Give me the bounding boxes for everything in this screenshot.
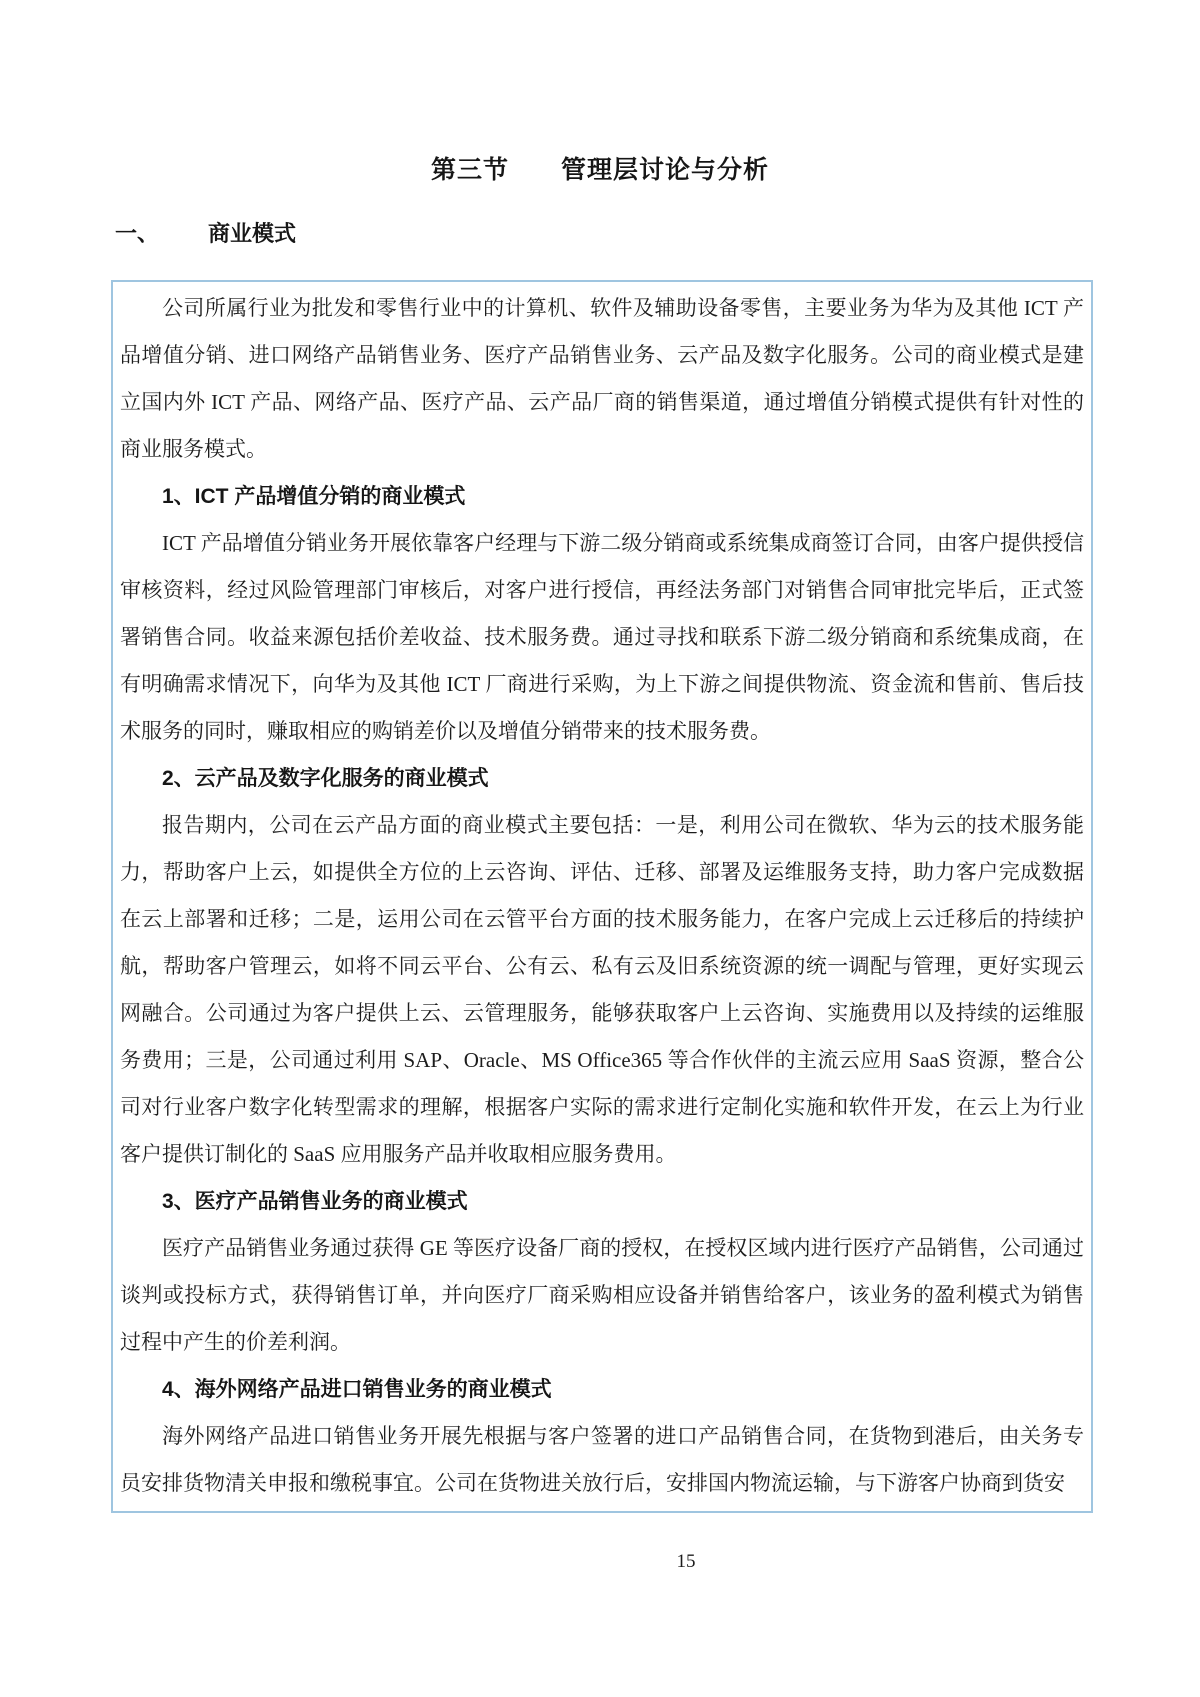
chapter-title: 第三节 管理层讨论与分析 [430, 156, 769, 184]
page-number: 15 [676, 1551, 696, 1572]
subsection-4-body: 海外网络产品进口销售业务开展先根据与客户签署的进口产品销售合同，在货物到港后，由关务专员安排货物清关申报和缴税事宜。公司在货物进关放行后，安排国内物流运输，与下游客户协商到货安 [120, 1424, 1084, 1495]
subsection-2-heading: 2、云产品及数字化服务的商业模式 [162, 767, 489, 790]
subsection-1-body: ICT 产品增值分销业务开展依靠客户经理与下游二级分销商或系统集成商签订合同，由客户提供授信审核资料，经过风险管理部门审核后，对客户进行授信，再经法务部门对销售合同审批完毕后，正式签署销售合同。收益来源包括价差收益、技术服务费。通过寻找和联系下游二级分销商和系统集成商，在有明确需求情况下，向华为及其他 ICT 厂商进行采购，为上下游之间提供物流、资金流和售前、售后技术服务的同时，赚取相应的购销差价以及增值分销带来的技术服务费。 [120, 531, 1084, 743]
intro-paragraph: 公司所属行业为批发和零售行业中的计算机、软件及辅助设备零售，主要业务为华为及其他 ICT 产品增值分销、进口网络产品销售业务、医疗产品销售业务、云产品及数字化服务。公司的商业模式是建立国内外 ICT 产品、网络产品、医疗产品、云产品厂商的销售渠道，通过增值分销模式提供有针对性的商业服务模式。 [120, 296, 1084, 461]
section-number: 一、 [115, 221, 160, 246]
subsection-2-body: 报告期内，公司在云产品方面的商业模式主要包括：一是，利用公司在微软、华为云的技术服务能力，帮助客户上云，如提供全方位的上云咨询、评估、迁移、部署及运维服务支持，助力客户完成数据在云上部署和迁移；二是，运用公司在云管平台方面的技术服务能力，在客户完成上云迁移后的持续护航，帮助客户管理云，如将不同云平台、公有云、私有云及旧系统资源的统一调配与管理，更好实现云网融合。公司通过为客户提供上云、云管理服务，能够获取客户上云咨询、实施费用以及持续的运维服务费用；三是，公司通过利用 SAP、Oracle、MS Office365 等合作伙伴的主流云应用 SaaS 资源，整合公司对行业客户数字化转型需求的理解，根据客户实际的需求进行定制化实施和软件开发，在云上为行业客户提供订制化的 SaaS 应用服务产品并收取相应服务费用。 [120, 813, 1084, 1166]
subsection-3-heading: 3、医疗产品销售业务的商业模式 [162, 1190, 468, 1213]
section-heading [115, 217, 296, 248]
subsection-3-body: 医疗产品销售业务通过获得 GE 等医疗设备厂商的授权，在授权区域内进行医疗产品销售，公司通过谈判或投标方式，获得销售订单，并向医疗厂商采购相应设备并销售给客户，该业务的盈利模式为销售过程中产生的价差利润。 [120, 1236, 1084, 1354]
subsection-1-heading: 1、ICT 产品增值分销的商业模式 [162, 485, 466, 508]
section-title: 商业模式 [208, 221, 297, 246]
business-model-box [111, 280, 1093, 1513]
subsection-4-heading: 4、海外网络产品进口销售业务的商业模式 [162, 1378, 552, 1401]
